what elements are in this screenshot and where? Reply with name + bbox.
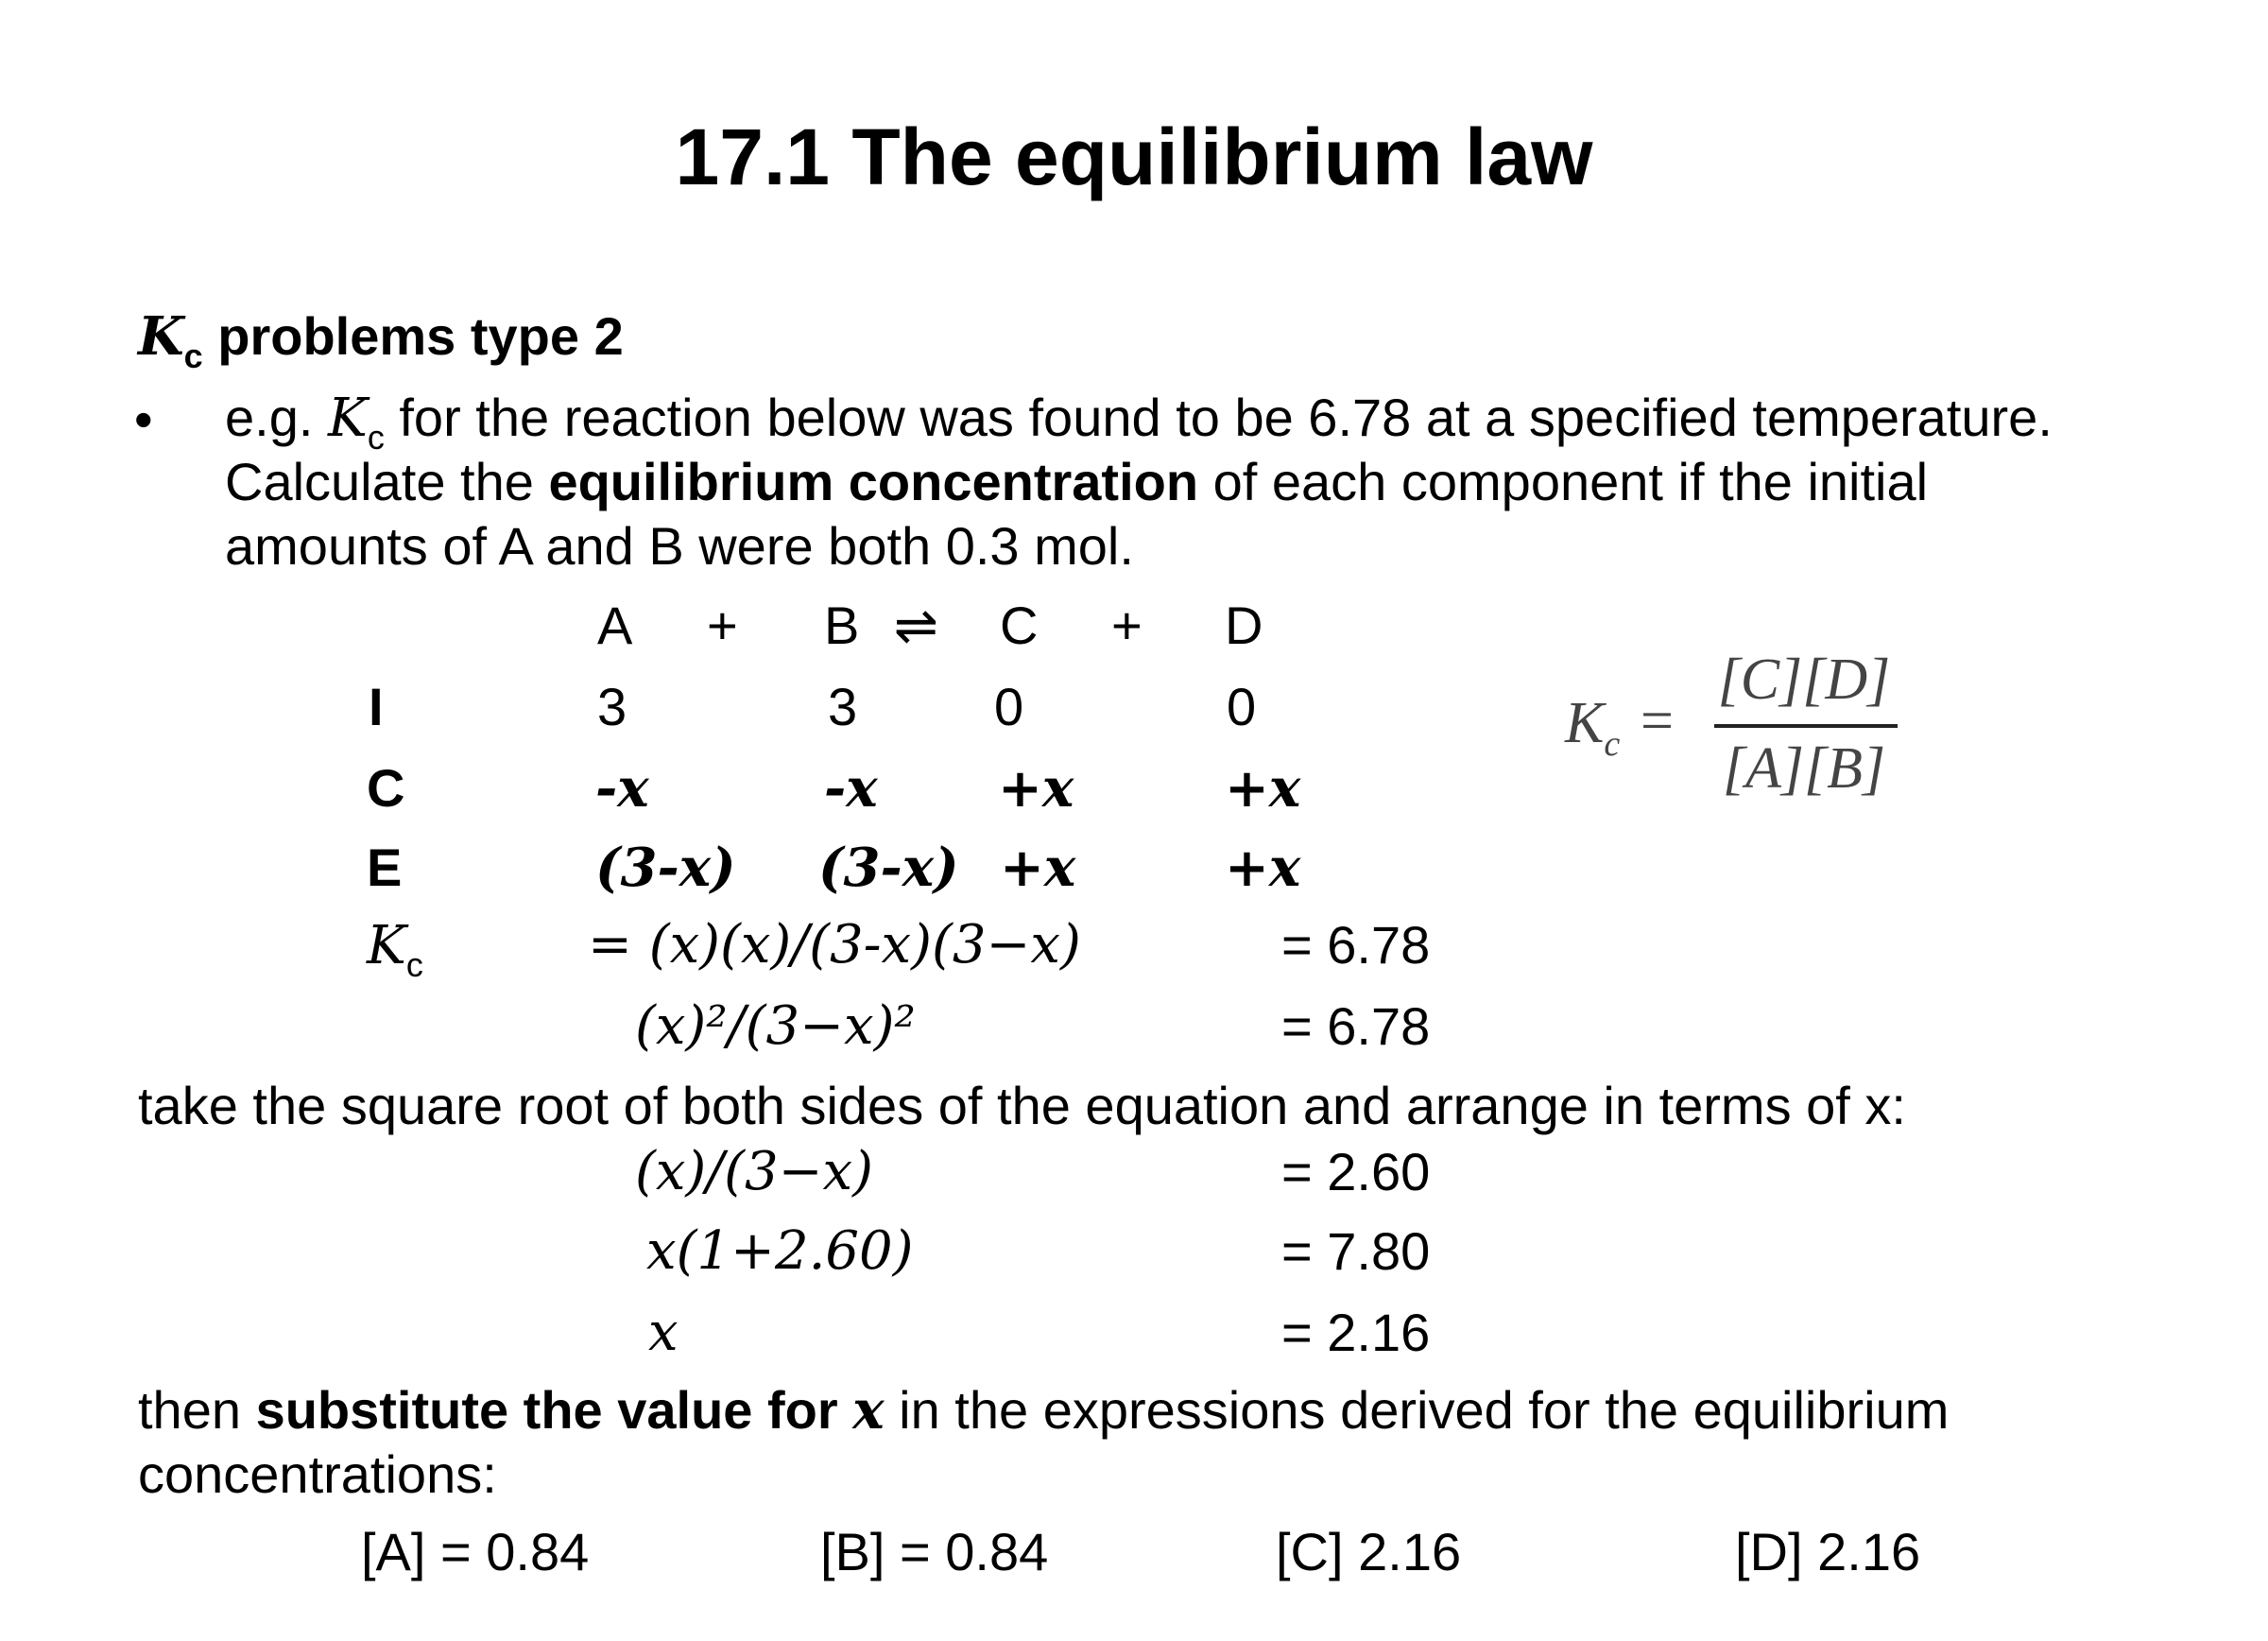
species-b: B bbox=[824, 596, 860, 655]
table-cell: +x bbox=[1225, 757, 1301, 820]
result-a: [A] = 0.84 bbox=[361, 1522, 590, 1581]
solve-value: = 2.16 bbox=[1281, 1303, 1431, 1362]
kc-row-label: $K_c$ bbox=[367, 915, 423, 984]
table-cell: +x bbox=[998, 757, 1074, 820]
result-c: [C] 2.16 bbox=[1276, 1522, 1462, 1581]
row-label-initial: I bbox=[369, 677, 384, 736]
section-heading: $K_c$ problems type 2 bbox=[138, 305, 624, 375]
table-cell: 3 bbox=[597, 677, 627, 736]
fraction-bar bbox=[1714, 724, 1898, 728]
formula-kc: $K_c$ bbox=[1565, 691, 1621, 764]
row-label-change: C bbox=[367, 758, 405, 818]
table-cell: (3-x) bbox=[818, 837, 959, 899]
kc-expression: = (x)(x)/(3-x)(3−x) bbox=[588, 914, 1081, 976]
equilibrium-arrow-icon: ⇌ bbox=[894, 596, 938, 655]
sqrt-instruction: take the square root of both sides of the equation and arrange in terms of x: bbox=[138, 1076, 1906, 1135]
table-cell: +x bbox=[1225, 837, 1301, 899]
result-b: [B] = 0.84 bbox=[820, 1522, 1049, 1581]
solve-value: = 2.60 bbox=[1281, 1142, 1431, 1201]
kc-squared-expression: (x)²/(3−x)² bbox=[635, 995, 916, 1057]
species-c: C bbox=[1000, 596, 1039, 655]
kc-symbol: K bbox=[138, 305, 184, 368]
solve-expression: x(1+2.60) bbox=[646, 1220, 914, 1282]
solve-expression: (x)/(3−x) bbox=[635, 1141, 873, 1202]
question-line-3: amounts of A and B were both 0.3 mol. bbox=[225, 516, 1134, 576]
table-cell: 3 bbox=[828, 677, 858, 736]
row-label-equilibrium: E bbox=[367, 838, 403, 897]
question-line-2: Calculate the equilibrium concentration of each component if the initial bbox=[225, 452, 1929, 511]
kc-value: = 6.78 bbox=[1281, 915, 1431, 975]
plus-sign: + bbox=[1111, 596, 1143, 655]
species-a: A bbox=[597, 596, 633, 655]
table-cell: 0 bbox=[994, 677, 1024, 736]
table-cell: +x bbox=[1000, 837, 1076, 899]
species-d: D bbox=[1225, 596, 1263, 655]
solve-value: = 7.80 bbox=[1281, 1221, 1431, 1281]
table-cell: 0 bbox=[1227, 677, 1257, 736]
question-line-1: e.g. $K_c$ for the reaction below was found to be 6.78 at a specified temperature. bbox=[225, 388, 2053, 457]
substitute-instruction-line-2: concentrations: bbox=[138, 1444, 497, 1504]
table-cell: (3-x) bbox=[595, 837, 736, 899]
bullet: • bbox=[134, 389, 153, 449]
formula-numerator: [C][D] bbox=[1717, 648, 1891, 712]
formula-equals: = bbox=[1641, 689, 1674, 753]
plus-sign: + bbox=[707, 596, 738, 655]
table-cell: -x bbox=[595, 757, 649, 820]
result-d: [D] 2.16 bbox=[1735, 1522, 1921, 1581]
solve-expression: x bbox=[648, 1302, 679, 1363]
kc-value: = 6.78 bbox=[1281, 996, 1431, 1056]
formula-denominator: [A][B] bbox=[1722, 736, 1886, 801]
table-cell: -x bbox=[824, 757, 878, 820]
page-title: 17.1 The equilibrium law bbox=[675, 112, 1593, 201]
substitute-instruction-line-1: then substitute the value for x in the expressions derived for the equilibrium bbox=[138, 1379, 1950, 1442]
